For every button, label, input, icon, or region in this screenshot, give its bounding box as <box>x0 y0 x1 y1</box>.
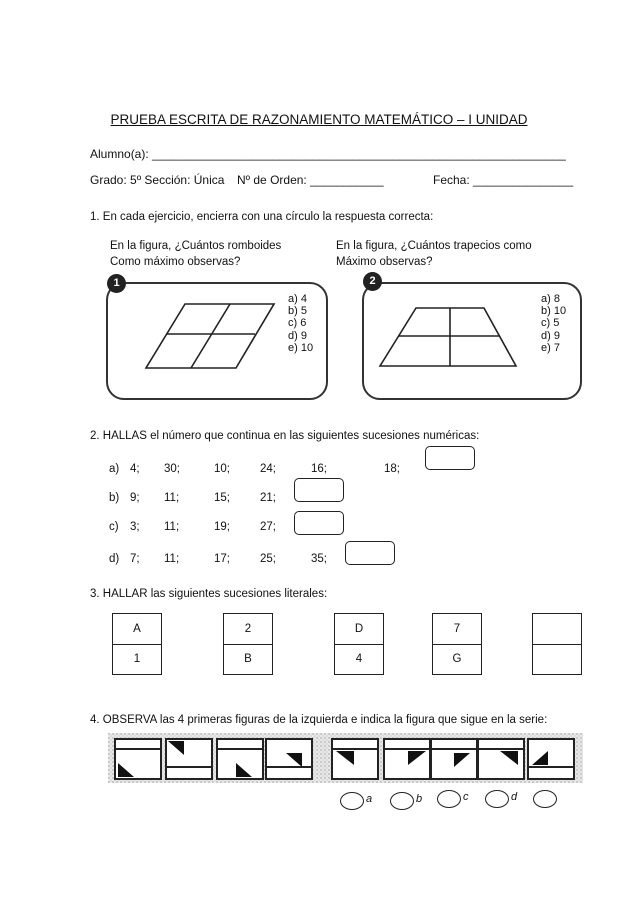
sequence-d-term: 7; <box>130 553 140 565</box>
answer-figure-e[interactable] <box>528 739 574 779</box>
letter-sequence-bottom: 4 <box>355 653 363 665</box>
figure-2-number-badge: 2 <box>363 272 382 291</box>
pattern-series-strip <box>108 733 583 783</box>
sequence-d-term: 35; <box>311 553 327 565</box>
sequence-c-term: 19; <box>214 521 230 533</box>
answer-oval-d[interactable] <box>485 790 509 808</box>
figure-2-option-c[interactable]: c) 5 <box>541 317 560 330</box>
sequence-a-term: 24; <box>260 463 276 475</box>
figure-1-option-d[interactable]: d) 9 <box>288 329 307 342</box>
figure-2-options <box>541 293 566 354</box>
figure-1-option-a[interactable]: a) 4 <box>288 293 307 305</box>
sequence-d-label: d) <box>109 553 120 565</box>
sequence-c-term: 27; <box>260 521 276 533</box>
answer-oval-c[interactable] <box>437 790 461 808</box>
sequence-b-label: b) <box>109 492 120 504</box>
answer-label-b: b <box>416 793 423 805</box>
question-1-right-prompt-line1: En la figura, ¿Cuántos trapecios como <box>336 240 532 252</box>
sequence-b-term: 21; <box>260 492 276 504</box>
question-4-statement: 4. OBSERVA las 4 primeras figuras de la izquierda e indica la figura que sigue en la serie: <box>90 714 548 726</box>
figure-2-option-d[interactable]: d) 9 <box>541 329 560 342</box>
answer-oval-e[interactable] <box>533 790 557 808</box>
figure-1-number-badge: 1 <box>107 274 126 293</box>
series-figure-1 <box>115 739 161 779</box>
date-line: Fecha: _______________ <box>433 173 574 187</box>
letter-sequence-answer-column[interactable] <box>532 613 582 675</box>
question-3-statement: 3. HALLAR las siguientes sucesiones literales: <box>90 588 328 600</box>
sequence-a-term: 10; <box>214 463 230 475</box>
answer-label-a: a <box>366 793 373 805</box>
figure-1-option-b[interactable]: b) 5 <box>288 305 307 318</box>
sequence-a-term: 16; <box>311 463 327 475</box>
question-2-statement: 2. HALLAS el número que continua en las siguientes sucesiones numéricas: <box>90 430 480 442</box>
figure-1-option-e[interactable]: e) 10 <box>288 341 314 354</box>
order-number-line: Nº de Orden: ___________ <box>237 173 384 187</box>
sequence-a-answer-box[interactable] <box>425 446 475 470</box>
letter-sequence-answer-bottom[interactable] <box>533 645 581 674</box>
sequence-c-term: 11; <box>164 521 180 533</box>
sequence-c-term: 3; <box>130 521 140 533</box>
sequence-d-term: 25; <box>260 553 276 565</box>
letter-sequence-top: 2 <box>224 614 272 645</box>
sequence-d-term: 11; <box>164 553 180 565</box>
letter-sequence-top: D <box>335 614 383 645</box>
figure-2-option-a[interactable]: a) 8 <box>541 293 560 305</box>
answer-label-c: c <box>463 791 469 803</box>
letter-sequence-top: A <box>113 614 161 645</box>
figure-2-option-e[interactable]: e) 7 <box>541 341 560 354</box>
letter-sequence-column <box>223 613 273 675</box>
figure-1-options <box>288 293 313 354</box>
letter-sequence-top: 7 <box>433 614 481 645</box>
figure-1-option-c[interactable]: c) 6 <box>288 317 307 330</box>
sequence-c-answer-box[interactable] <box>294 511 344 535</box>
page-title: PRUEBA ESCRITA DE RAZONAMIENTO MATEMÁTICO – I UNIDAD <box>110 112 528 127</box>
question-1-right-prompt-line2: Máximo observas? <box>336 256 433 268</box>
answer-oval-a[interactable] <box>340 792 364 810</box>
series-figure-3 <box>217 739 263 779</box>
sequence-b-answer-box[interactable] <box>294 478 344 502</box>
sequence-a-term: 30; <box>164 463 180 475</box>
answer-figure-b[interactable] <box>384 739 430 779</box>
parallelogram-figure <box>140 300 280 372</box>
question-1-left-prompt-line2: Como máximo observas? <box>110 256 241 268</box>
answer-figure-a[interactable] <box>332 739 378 779</box>
letter-sequence-column <box>334 613 384 675</box>
sequence-a-term: 4; <box>130 463 140 475</box>
letter-sequence-column <box>112 613 162 675</box>
sequence-b-term: 9; <box>130 492 140 504</box>
letter-sequence-bottom: 1 <box>133 653 141 665</box>
grade-section-label: Grado: 5º Sección: Única <box>90 173 225 187</box>
question-1-statement: 1. En cada ejercicio, encierra con una círculo la respuesta correcta: <box>90 211 434 223</box>
sequence-b-term: 11; <box>164 492 180 504</box>
question-1-left-prompt-line1: En la figura, ¿Cuántos romboides <box>110 240 282 252</box>
series-figure-4 <box>266 739 312 779</box>
figure-2-option-b[interactable]: b) 10 <box>541 305 567 318</box>
sequence-a-label: a) <box>109 463 120 475</box>
letter-sequence-bottom: B <box>244 653 252 665</box>
trapezoid-figure <box>376 300 526 372</box>
answer-label-d: d <box>511 791 518 803</box>
sequence-d-answer-box[interactable] <box>345 541 395 565</box>
sequence-b-term: 15; <box>214 492 230 504</box>
letter-sequence-bottom: G <box>452 653 462 665</box>
answer-oval-b[interactable] <box>390 792 414 810</box>
sequence-c-label: c) <box>109 521 119 533</box>
sequence-a-term: 18; <box>384 463 400 475</box>
letter-sequence-answer-top[interactable] <box>533 614 581 645</box>
student-name-line: Alumno(a): ______________________________________________________________ <box>90 147 566 161</box>
answer-figure-d[interactable] <box>478 739 524 779</box>
sequence-d-term: 17; <box>214 553 230 565</box>
answer-figure-c[interactable] <box>431 739 477 779</box>
series-figure-2 <box>166 739 212 779</box>
letter-sequence-column <box>432 613 482 675</box>
